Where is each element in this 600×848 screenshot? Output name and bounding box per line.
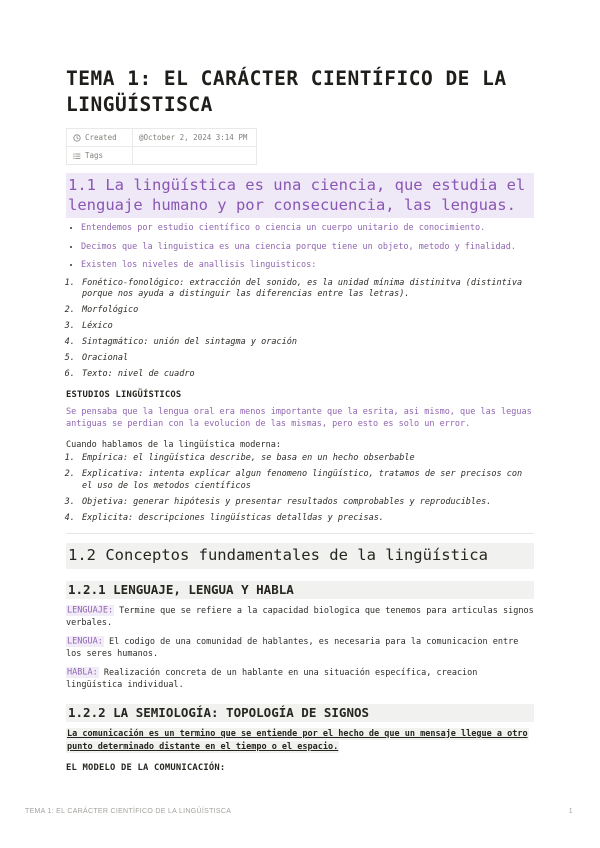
property-label: Tags [85,151,104,160]
highlighted-text: La comunicación es un termino que se entiende por el hecho de que un mensaje llegue a otro punto determinado distante en el tiempo o el espacio. [67,728,528,752]
list-item: 1. Empírica: el lingüística describe, se basa en un hecho obserbable [80,453,534,465]
list-item: 4. Sintagmático: unión del sintagma y oración [80,337,534,349]
linguistica-moderna-list [66,453,534,524]
list-item: 4. Explicita: descripciones lingüísticas detalldas y precisas. [80,513,534,525]
page-title: TEMA 1: EL CARÁCTER CIENTÍFICO DE LA LINGÜÍSTISCA [66,67,507,116]
list-item: • Existen los niveles de anallisis linguisticos: [81,259,534,271]
term-text: Termine que se refiere a la capacidad biologica que tenemos para articulas signos verbales. [66,605,534,628]
document-page [66,0,534,774]
term-definition [66,605,534,630]
estudios-heading: ESTUDIOS LINGÜÍSTICOS [66,389,182,400]
section-heading-1-2-1: 1.2.1 LENGUAJE, LENGUA Y HABLA [66,581,534,599]
property-label: Created [85,133,117,142]
term-text: Realización concreta de un hablante en una situación específica, creacion lingüística individual. [66,667,478,690]
property-value-tags [133,147,257,165]
properties-table [66,128,257,165]
clock-icon [73,134,81,142]
property-row-created [67,129,257,147]
list-item: • Entendemos por estudio científico o ciencia un cuerpo unitario de conocimiento. [81,222,534,234]
list-icon [73,152,81,160]
term-definition [66,667,534,692]
property-value-created: @October 2, 2024 3:14 PM [133,129,257,147]
list-item: 2. Morfológico [80,305,534,317]
section-heading-1-2: 1.2 Conceptos fundamentales de la lingüística [66,543,534,569]
term-label: HABLA: [67,667,98,678]
divider [66,533,534,534]
linguistic-levels-list [66,278,534,381]
communication-definition [66,728,534,754]
footer-title: TEMA 1: EL CARÁCTER CIENTÍFICO DE LA LINGÜÍSTISCA [25,808,232,815]
moderna-intro: Cuando hablamos de la lingüística moderna: [66,439,281,450]
bullet-list [66,222,534,271]
list-item: • Decimos que la linguistica es una ciencia porque tiene un objeto, metodo y finalidad. [81,241,534,253]
list-item: 2. Explicativa: intenta explicar algun fenomeno lingüístico, tratamos de ser precisos con el uso de los metodos científicos [80,469,534,492]
section-heading-1-2-2: 1.2.2 LA SEMIOLOGÍA: TOPOLOGÍA DE SIGNOS [66,704,534,722]
list-item: 5. Oracional [80,353,534,365]
list-item: 3. Objetiva: generar hipótesis y presentar resultados comprobables y reproducibles. [80,497,534,509]
property-row-tags [67,147,257,165]
list-item: 3. Léxico [80,321,534,333]
term-text: El codigo de una comunidad de hablantes, es necesaria para la comunicacion entre los seres humanos. [66,636,519,659]
section-heading-1-1: 1.1 La lingüística es una ciencia, que estudia el lenguaje humano y por consecuencia, las lenguas. [66,173,534,218]
term-label: LENGUA: [67,636,103,647]
list-item: 6. Texto: nivel de cuadro [80,369,534,381]
estudios-note: Se pensaba que la lengua oral era menos importante que la esrita, asi mismo, que las leguas antiguas se perdian con la evolucion de las mismas, pero esto es solo un error. [66,406,532,429]
model-heading: EL MODELO DE LA COMUNICACIÓN: [66,762,226,773]
list-item: 1. Fonético-fonológico: extracción del sonido, es la unidad mínima distinitva (distintiva porque nos ayuda a distinguir las diferencias entre las letras). [80,278,534,301]
term-definition [66,636,534,661]
page-footer [25,808,573,815]
footer-page-number: 1 [568,808,573,815]
term-label: LENGUAJE: [67,605,114,616]
